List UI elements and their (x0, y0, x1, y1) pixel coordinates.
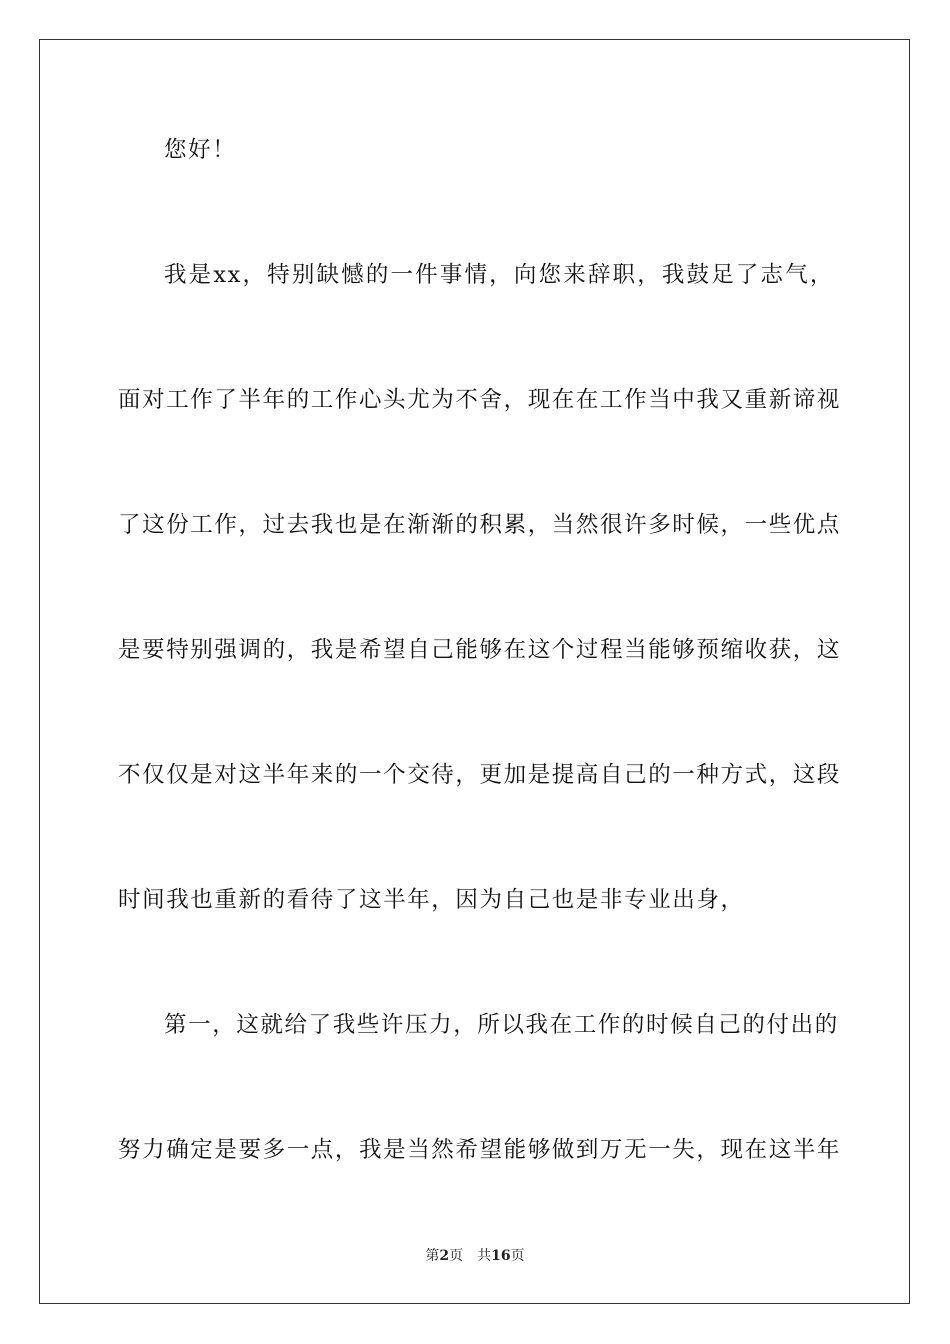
paragraph-line-2: 面对工作了半年的工作心头尤为不舍，现在在工作当中我又重新谛视 (118, 387, 842, 413)
greeting-line: 您好！ (164, 137, 237, 163)
paragraph-line-7: 第一，这就给了我些许压力，所以我在工作的时候自己的付出的 (164, 1012, 839, 1038)
page-number: 2 (439, 1248, 450, 1264)
page-border (39, 39, 910, 1304)
paragraph-line-8: 努力确定是要多一点，我是当然希望能够做到万无一失，现在这半年 (118, 1137, 842, 1163)
total-prefix: 共 (477, 1248, 492, 1264)
paragraph-line-5: 不仅仅是对这半年来的一个交待，更加是提高自己的一种方式，这段 (118, 762, 842, 788)
total-pages: 16 (491, 1248, 511, 1264)
total-suffix: 页 (510, 1248, 525, 1264)
paragraph-line-6: 时间我也重新的看待了这半年，因为自己也是非专业出身， (118, 887, 745, 913)
page-suffix: 页 (449, 1248, 464, 1264)
paragraph-line-3: 了这份工作，过去我也是在渐渐的积累，当然很许多时候，一些优点 (118, 512, 842, 538)
page-footer (0, 1247, 950, 1265)
paragraph-line-1: 我是xx，特别缺憾的一件事情，向您来辞职，我鼓足了志气， (164, 262, 834, 288)
page-prefix: 第 (425, 1248, 440, 1264)
paragraph-line-4: 是要特别强调的，我是希望自己能够在这个过程当能够预缩收获，这 (118, 637, 842, 663)
